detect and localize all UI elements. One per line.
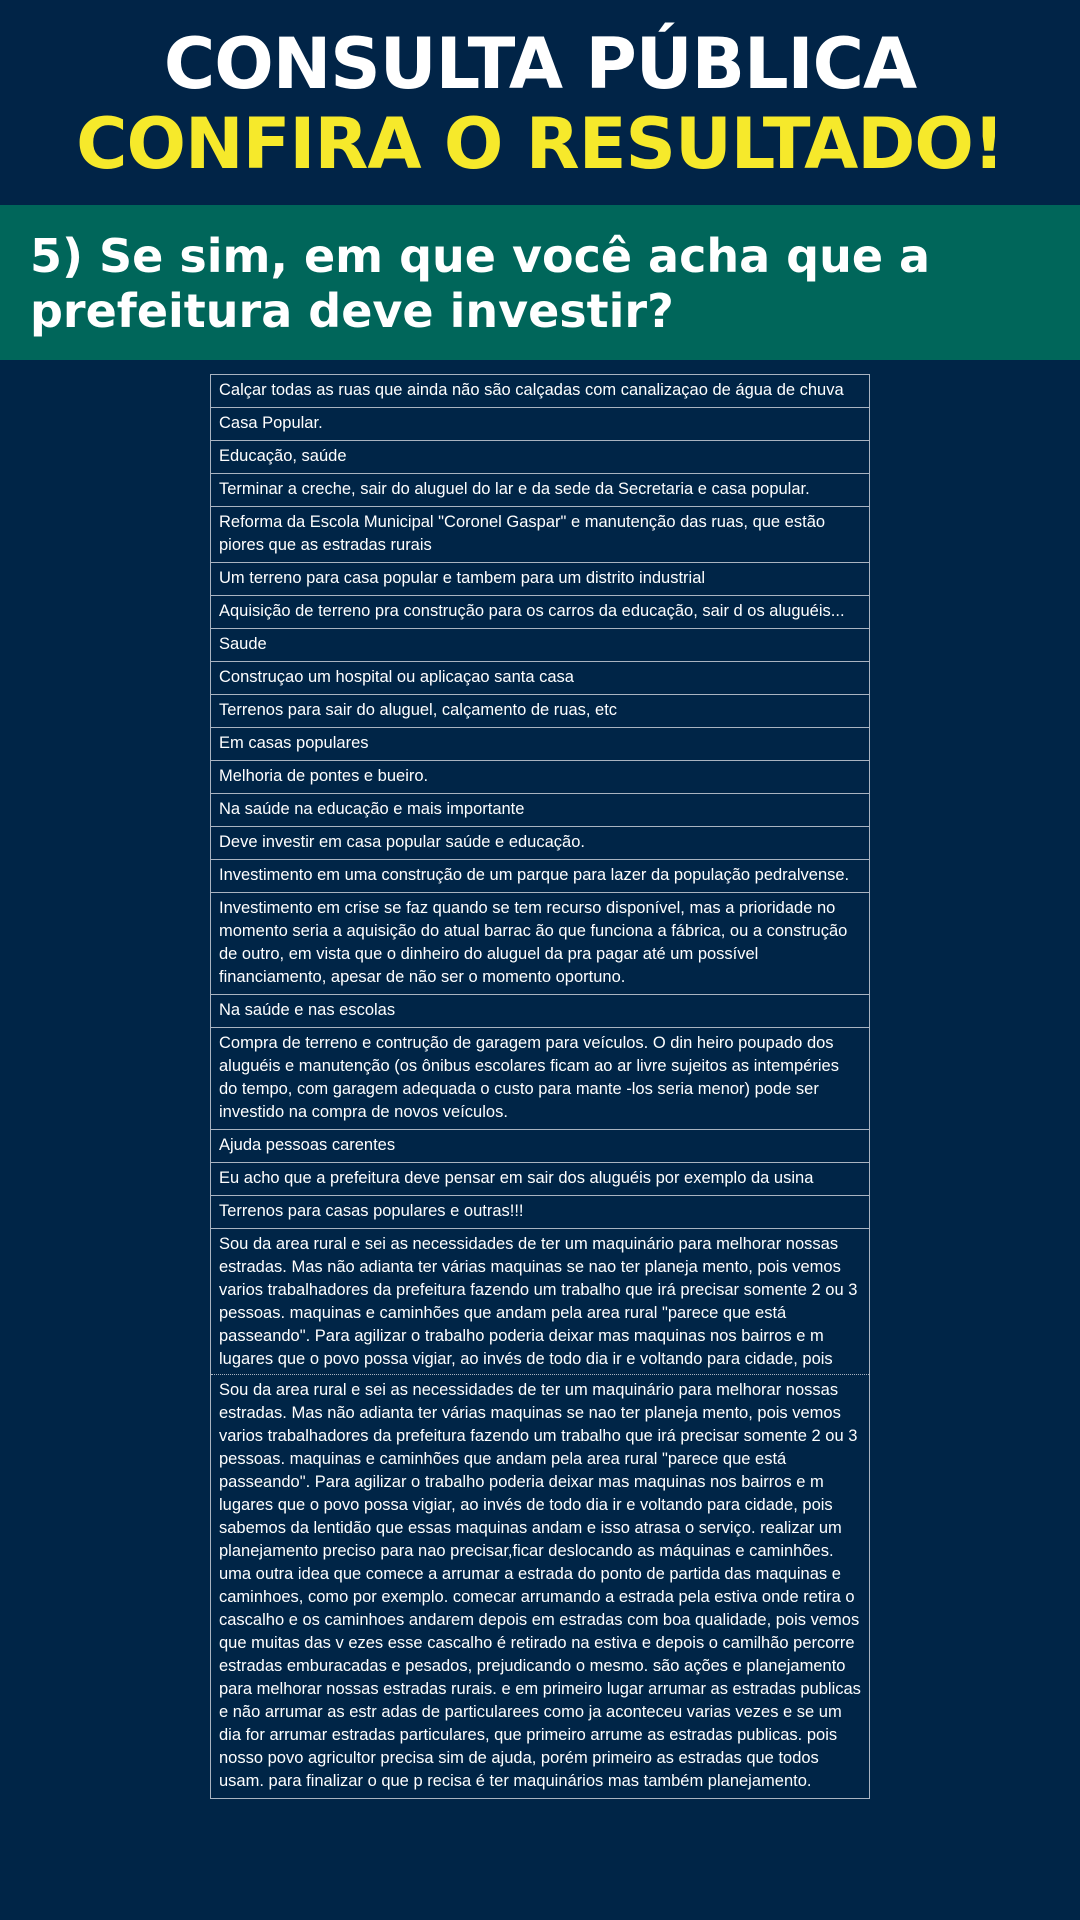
answer-row: Saude [211, 629, 869, 662]
answer-row: Terrenos para casas populares e outras!!! [211, 1196, 869, 1229]
answer-row: Em casas populares [211, 728, 869, 761]
question-text: 5) Se sim, em que você acha que a prefeitura deve investir? [30, 229, 931, 338]
answer-row: Aquisição de terreno pra construção para os carros da educação, sair d os aluguéis... [211, 596, 869, 629]
header-banner [0, 0, 1080, 205]
answer-row: Deve investir em casa popular saúde e educação. [211, 827, 869, 860]
answer-row: Melhoria de pontes e bueiro. [211, 761, 869, 794]
answer-row: Compra de terreno e contrução de garagem para veículos. O din heiro poupado dos aluguéis e manutenção (os ônibus escolares ficam ao ar livre sujeitos as intempéries do tempo, com garagem adequada o custo para mante -los seria menor) pode ser investido na compra de novos veículos. [211, 1028, 869, 1130]
answer-row: Eu acho que a prefeitura deve pensar em sair dos aluguéis por exemplo da usina [211, 1163, 869, 1196]
answer-row: Um terreno para casa popular e tambem para um distrito industrial [211, 563, 869, 596]
answer-row: Casa Popular. [211, 408, 869, 441]
answer-row: Investimento em crise se faz quando se tem recurso disponível, mas a prioridade no momento seria a aquisição do atual barrac ão que funciona a fábrica, ou a construção de outro, em vista que o dinheiro do aluguel da pra pagar até um possível financiamento, apesar de não ser o momento oportuno. [211, 893, 869, 995]
answer-row: Reforma da Escola Municipal "Coronel Gaspar" e manutenção das ruas, que estão piores que as estradas rurais [211, 507, 869, 563]
answer-row: Terminar a creche, sair do aluguel do lar e da sede da Secretaria e casa popular. [211, 474, 869, 507]
answers-table [210, 374, 870, 1799]
answer-row: Sou da area rural e sei as necessidades de ter um maquinário para melhorar nossas estradas. Mas não adianta ter várias maquinas se nao ter planeja mento, pois vemos varios trabalhadores da prefeitura fazendo um trabalho que irá precisar somente 2 ou 3 pessoas. maquinas e caminhões que andam pela area rural "parece que está passeando". Para agilizar o trabalho poderia deixar mas maquinas nos bairros e m lugares que o povo possa vigiar, ao invés de todo dia ir e voltando para cidade, pois sabemos da lentidão que essas maquinas andam e isso atrasa o serviço. realizar um planejamento preciso para nao precisar,ficar deslocando as máquinas e caminhões. uma outra idea que comece a arrumar a estrada do ponto de partida das maquinas e caminhoes, como por exemplo. comecar arrumando a estrada pela estiva onde retira o cascalho e os caminhoes andarem depois em estradas com boa qualidade, pois vemos que muitas das v ezes esse cascalho é retirado na estiva e depois o camilhão percorre estradas emburacadas e pesados, prejudicando o mesmo. são ações e planejamento para melhorar nossas estradas rurais. e em primeiro lugar arrumar as estradas publicas e não arrumar as estr adas de particularees como ja aconteceu varias vezes e se um dia for arrumar estradas particulares, que primeiro arrume as estradas publicas. pois nosso povo agricultor precisa sim de ajuda, porém primeiro as estradas que todos usam. para finalizar o que p recisa é ter maquinários mas também planejamento. [219, 1381, 861, 1790]
answer-row: Construçao um hospital ou aplicaçao santa casa [211, 662, 869, 695]
answer-row: Ajuda pessoas carentes [211, 1130, 869, 1163]
answer-row: Educação, saúde [211, 441, 869, 474]
page-subtitle: CONFIRA O RESULTADO! [76, 103, 1004, 185]
answer-row: Na saúde e nas escolas [211, 995, 869, 1028]
answer-row: Terrenos para sair do aluguel, calçamento de ruas, etc [211, 695, 869, 728]
page-title: CONSULTA PÚBLICA [163, 23, 917, 105]
answer-row-truncated: Sou da area rural e sei as necessidades de ter um maquinário para melhorar nossas estradas. Mas não adianta ter várias maquinas se nao ter planeja mento, pois vemos varios trabalhadores da prefeitura fazendo um trabalho que irá precisar somente 2 ou 3 pessoas. maquinas e caminhões que andam pela area rural "parece que está passeando". Para agilizar o trabalho poderia deixar mas maquinas nos bairros e m lugares que o povo possa vigiar, ao invés de todo dia ir e voltando para cidade, pois [211, 1229, 869, 1375]
question-banner [0, 205, 1080, 360]
answer-row: Investimento em uma construção de um parque para lazer da população pedralvense. [211, 860, 869, 893]
answer-row: Calçar todas as ruas que ainda não são calçadas com canalizaçao de água de chuva [211, 375, 869, 408]
answer-row: Na saúde na educação e mais importante [211, 794, 869, 827]
